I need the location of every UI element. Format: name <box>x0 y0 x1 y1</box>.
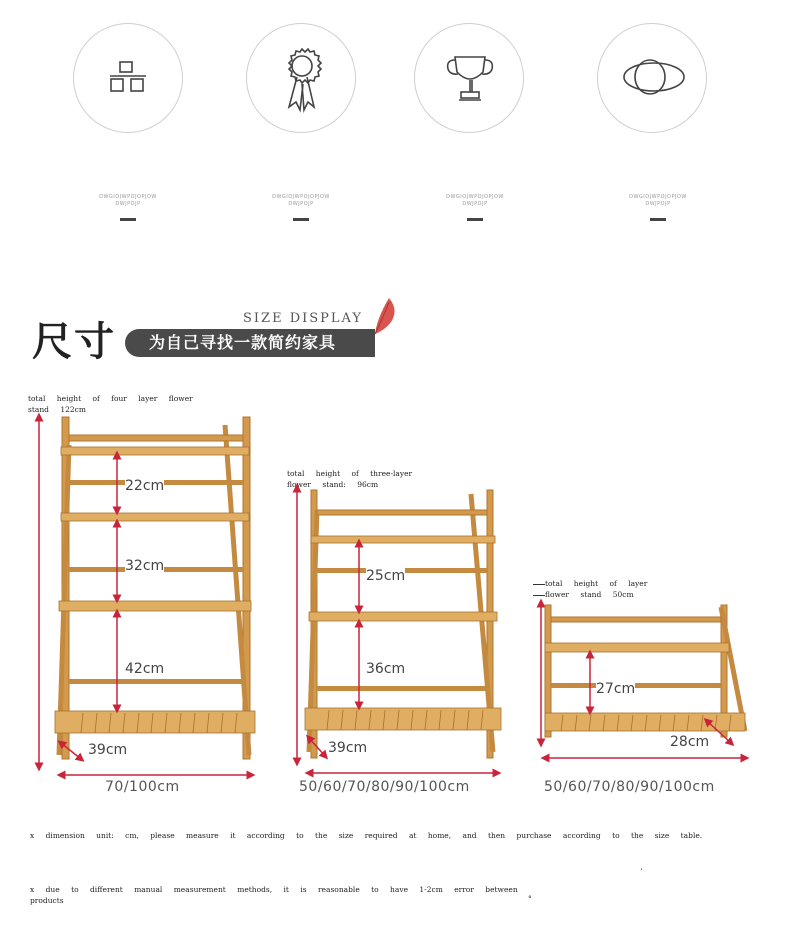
section-title: 尺寸 <box>32 318 116 365</box>
section-subtitle: SIZE DISPLAY <box>243 311 363 326</box>
section-banner: 为自己寻找一款简约家具 <box>125 329 375 357</box>
stray-mark-1: ʼ <box>640 867 643 876</box>
award-ribbon-icon <box>247 24 357 134</box>
feature-circle-3 <box>414 23 524 133</box>
spacing-2-1: 25cm <box>366 568 406 584</box>
feature-circle-4 <box>597 23 707 133</box>
width-2: 50/60/70/80/90/100cm <box>299 779 470 795</box>
trophy-icon <box>415 24 525 134</box>
width-3: 50/60/70/80/90/100cm <box>544 779 715 795</box>
layout-icon <box>74 24 184 134</box>
note-dimension-unit: x dimension unit: cm, please measure it according to the size required at home, and then purchase according to the size table. <box>30 831 703 840</box>
flower-stand-three-layer <box>285 480 515 790</box>
width-1: 70/100cm <box>105 779 180 795</box>
depth-1: 39cm <box>88 742 128 758</box>
spacing-1-3: 42cm <box>125 661 165 677</box>
height-label-3: total height of layer flower stand 50cm <box>533 578 683 600</box>
feature-caption-3: DWGIOJWPOJOPJOW DWJPOJP <box>446 194 504 207</box>
height-label-2: total height of three-layer flower stand: 96cm <box>287 469 413 489</box>
stray-mark-2: ° <box>528 894 532 903</box>
depth-2: 39cm <box>328 740 368 756</box>
flower-stand-four-layer <box>25 405 265 795</box>
oval-shape-icon <box>598 24 708 134</box>
spacing-1-1: 22cm <box>125 478 165 494</box>
feature-dash-3 <box>467 218 483 221</box>
feature-caption-4: DWGIOJWPOJOPJOW DWJPOJP <box>629 194 687 207</box>
height-label-1: total height of four layer flower stand 122cm <box>28 394 193 414</box>
spacing-1-2: 32cm <box>125 558 165 574</box>
depth-3: 28cm <box>670 734 710 750</box>
feature-dash-1 <box>120 218 136 221</box>
flower-stand-two-layer <box>535 595 760 775</box>
feature-dash-2 <box>293 218 309 221</box>
feature-caption-1: DWGIOJWPOJOPJOW DWJPOJP <box>99 194 157 207</box>
feature-circle-1 <box>73 23 183 133</box>
leaf-icon <box>365 296 399 338</box>
feature-dash-4 <box>650 218 666 221</box>
feature-caption-2: DWGIOJWPOJOPJOW DWJPOJP <box>272 194 330 207</box>
feature-circle-2 <box>246 23 356 133</box>
note-measurement-error: x due to different manual measurement methods, it is reasonable to have 1-2cm error between products <box>30 885 518 905</box>
spacing-3-1: 27cm <box>596 681 636 697</box>
spacing-2-2: 36cm <box>366 661 406 677</box>
